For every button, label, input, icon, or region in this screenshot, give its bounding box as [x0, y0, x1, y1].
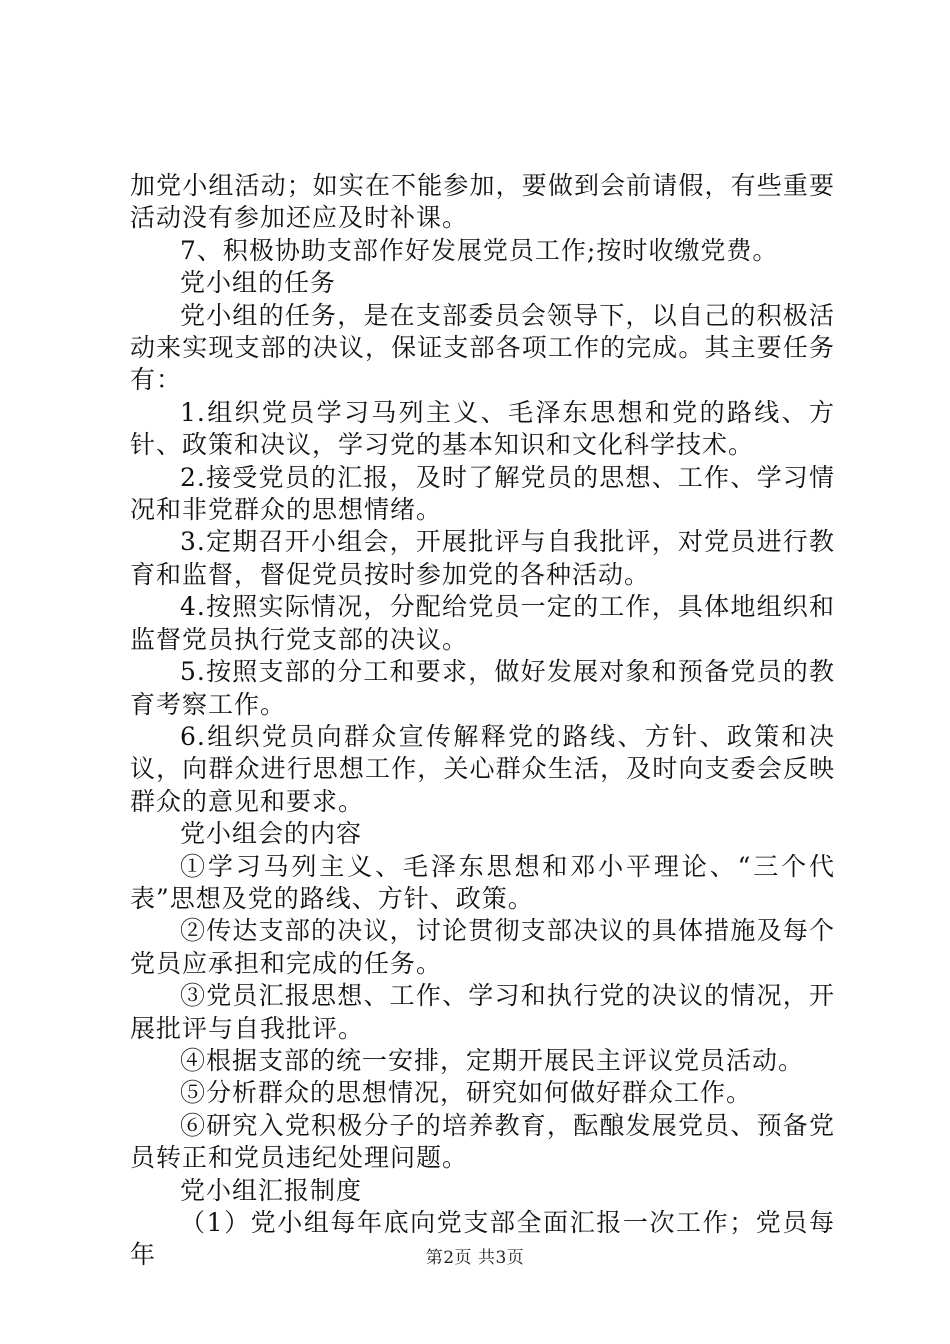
paragraph-content-2: ②传达支部的决议，讨论贯彻支部决议的具体措施及每个党员应承担和完成的任务。 [130, 916, 835, 978]
section-heading-tasks: 党小组的任务 [180, 268, 337, 298]
page-footer: 第2页 共3页 [425, 1248, 525, 1268]
paragraph-task-6: 6.组织党员向群众宣传解释党的路线、方针、政策和决议，向群众进行思想工作，关心群众生活，及时向支委会反映群众的意见和要求。 [130, 721, 835, 816]
paragraph-content-5: ⑤分析群众的思想情况，研究如何做好群众工作。 [180, 1078, 753, 1108]
paragraph-task-4: 4.按照实际情况，分配给党员一定的工作，具体地组织和监督党员执行党支部的决议。 [130, 592, 835, 654]
document-body [130, 170, 835, 1272]
paragraph-content-4: ④根据支部的统一安排，定期开展民主评议党员活动。 [180, 1045, 805, 1075]
paragraph-task-5: 5.按照支部的分工和要求，做好发展对象和预备党员的教育考察工作。 [130, 657, 835, 719]
paragraph-content-3: ③党员汇报思想、工作、学习和执行党的决议的情况，开展批评与自我批评。 [130, 981, 835, 1043]
paragraph-report-1: （1）党小组每年底向党支部全面汇报一次工作；党员每年 [130, 1208, 835, 1270]
paragraph-task-3: 3.定期召开小组会，开展批评与自我批评，对党员进行教育和监督，督促党员按时参加党的各种活动。 [130, 527, 835, 589]
paragraph-task-2: 2.接受党员的汇报，及时了解党员的思想、工作、学习情况和非党群众的思想情绪。 [130, 462, 835, 525]
paragraph-tasks-intro: 党小组的任务，是在支部委员会领导下，以自己的积极活动来实现支部的决议，保证支部各项工作的完成。其主要任务有： [130, 300, 835, 395]
paragraph-continuation: 加党小组活动；如实在不能参加，要做到会前请假，有些重要活动没有参加还应及时补课。 [130, 171, 835, 233]
section-heading-meeting-content: 党小组会的内容 [180, 819, 363, 849]
paragraph-content-1: ①学习马列主义、毛泽东思想和邓小平理论、“三个代表”思想及党的路线、方针、政策。 [130, 851, 835, 913]
paragraph-content-6: ⑥研究入党积极分子的培养教育，酝酿发展党员、预备党员转正和党员违纪处理问题。 [130, 1110, 835, 1173]
section-heading-report-system: 党小组汇报制度 [180, 1175, 363, 1205]
paragraph-item-7: 7、积极协助支部作好发展党员工作;按时收缴党费。 [180, 235, 779, 265]
paragraph-task-1: 1.组织党员学习马列主义、毛泽东思想和党的路线、方针、政策和决议，学习党的基本知识和文化科学技术。 [130, 397, 835, 460]
